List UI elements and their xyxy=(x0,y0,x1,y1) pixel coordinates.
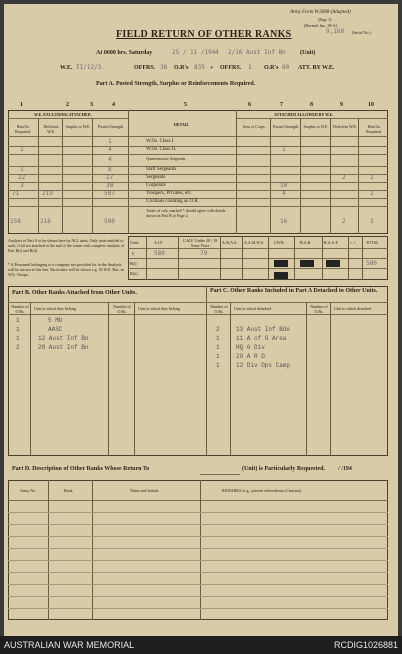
analysis-header: CIVIL xyxy=(274,240,285,245)
footer-right: RCDIG1026881 xyxy=(333,640,398,650)
part-b-header: Unit to which they belong xyxy=(138,306,180,311)
part-c-header: Number of O.Rs. xyxy=(210,304,228,314)
part-d-header: Name and Initials. xyxy=(130,488,160,493)
analysis-row-label: B(i) xyxy=(130,261,137,266)
part-c-num: 1 xyxy=(216,353,220,360)
analysis-header: A.W.A.S. xyxy=(222,240,238,245)
col-number: 10 xyxy=(368,102,374,108)
part-d-unit-label: (Unit) is Particularly Requested. xyxy=(242,466,325,472)
unit-value: 2/16 Aust Inf Bn xyxy=(228,49,286,56)
part-b-unit: 28 Aust Inf Bn xyxy=(38,344,89,351)
cell: 158 xyxy=(10,218,21,225)
cell: 2 xyxy=(370,174,374,181)
col-number: 2 xyxy=(66,102,69,108)
cell: 507 xyxy=(104,190,115,197)
form-revised: (Revised Jan., 38-A) xyxy=(304,23,338,28)
detail-label: W.Os. Class II. xyxy=(146,147,177,152)
part-bc-table xyxy=(8,286,388,456)
form-page-label: (Page 1) xyxy=(318,17,332,22)
col-number: 7 xyxy=(280,102,283,108)
serial-value: 9,168 xyxy=(326,28,345,35)
left-col-header: Rein'fts Required. xyxy=(15,124,31,134)
part-c-unit: 20 A R D xyxy=(236,353,265,360)
part-c-num: 1 xyxy=(216,344,220,351)
col-number: 6 xyxy=(248,102,251,108)
analysis-header: TOTAL xyxy=(366,240,379,245)
part-d-header: REMARKS (e.g., present whereabouts if known). xyxy=(222,488,302,493)
cell: 3 xyxy=(20,182,24,189)
part-c-header: Number of O.Rs. xyxy=(310,304,328,314)
part-b-unit: 12 Aust Inf Bn xyxy=(38,335,89,342)
part-d-unit-blank xyxy=(200,474,240,475)
part-b-header: Unit to which they belong xyxy=(34,306,76,311)
cell: 4 xyxy=(108,146,112,153)
col-number: 9 xyxy=(340,102,343,108)
analysis-header: × × xyxy=(350,240,356,245)
col-number: 8 xyxy=(310,102,313,108)
part-d-date-tail: / /194 xyxy=(338,466,352,472)
cell: 2 xyxy=(370,218,374,225)
part-c-num: 1 xyxy=(216,362,220,369)
serial-label: (Serial No.) xyxy=(352,30,371,35)
cell: 2 xyxy=(342,218,346,225)
part-d-title: Part D. Description of Other Ranks Whose Return To xyxy=(12,466,150,472)
part-d-header: Rank. xyxy=(64,488,74,493)
analysis-header: A.I.F. xyxy=(154,240,164,245)
footer-left: AUSTRALIAN WAR MEMORIAL xyxy=(4,640,135,650)
ors2-value: 60 xyxy=(282,64,290,71)
part-c-header: Unit to which detached xyxy=(334,306,372,311)
ors-label: O.R's xyxy=(174,65,189,71)
cell: 1 xyxy=(20,146,24,153)
analysis-header: Units xyxy=(130,240,139,245)
detail-label: Civilians counting as O.R. xyxy=(146,199,199,204)
cell: 16 xyxy=(280,218,288,225)
detail-label: Troopers, Privates, etc. xyxy=(146,191,193,196)
right-col-header: Deficient W.E. xyxy=(333,124,357,129)
cell: 27 xyxy=(106,174,114,181)
date-value: 25 / 11 /194 xyxy=(172,49,216,56)
left-col-header: Surplus to W.E. xyxy=(65,124,91,129)
redaction-block xyxy=(274,272,288,279)
part-c-unit: 12 Div Ops Camp xyxy=(236,362,291,369)
analysis-note-2: * A Personnel belonging to a company not provided for in the Analysis will be shown in this line. Particulars will be shown e.g. 30 W.E. Bns. in W.E. Troops. xyxy=(8,262,124,277)
offrs-value: 38 xyxy=(160,64,168,71)
col-number: 4 xyxy=(112,102,115,108)
analysis-note: Analysis of Part A to be shown here by ALL units. Only units entitled to such, if all are attached at the end of the return with complete analysis of Part B(i) and B(ii). xyxy=(8,238,125,253)
we-value: II/12/3. xyxy=(76,64,105,71)
right-col-header: Posted Strength. xyxy=(272,124,300,129)
cell: 219 xyxy=(42,190,53,197)
unit-label: (Unit) xyxy=(300,50,316,56)
analysis-row-label: B(ii) xyxy=(130,271,138,276)
form-number: Army Form W.3008 (Adapted) xyxy=(290,10,351,15)
cell: 1 xyxy=(108,138,112,145)
ors-value: 835 xyxy=(194,64,205,71)
offrs-label: OFFRS. xyxy=(134,65,156,71)
cell: 1 xyxy=(20,166,24,173)
right-col-header: Arm or Corps. xyxy=(242,124,266,129)
part-c-num: 2 xyxy=(216,326,220,333)
part-b-num: 2 xyxy=(16,344,20,351)
detail-label: Quartermaster Sergeants xyxy=(146,156,186,161)
analysis-aif-value: 580 xyxy=(154,250,165,257)
detail-label: W.Os. Class I. xyxy=(146,139,175,144)
detail-header: DETAIL xyxy=(174,122,190,127)
cell: 4 xyxy=(108,156,112,163)
col-number: 3 xyxy=(90,102,93,108)
we-excl-header: W.E. EXCLUDING ATTACHED. xyxy=(34,112,92,117)
at-label: At 0600 hrs. Saturday xyxy=(96,50,153,56)
cell: 1 xyxy=(282,146,286,153)
part-c-num: 1 xyxy=(216,335,220,342)
cell: 71 xyxy=(12,190,20,197)
analysis-total-value: 580 xyxy=(366,260,377,267)
left-col-header: Deficient W.E. xyxy=(43,124,59,134)
part-c-unit: 11 A of G Area xyxy=(236,335,287,342)
cell: 2 xyxy=(370,190,374,197)
cell: 30 xyxy=(106,182,114,189)
att-label: ATT. BY W.E. xyxy=(298,65,335,71)
part-c-title: Part C. Other Ranks Included in Part A Detached to Other Units. xyxy=(210,288,378,294)
part-d-header: Army No. xyxy=(20,488,37,493)
right-col-header: Surplus to W.E. xyxy=(303,124,329,129)
part-c-unit: 13 Aust Inf Bde xyxy=(236,326,291,333)
part-a-title: Part A. Posted Strength, Surplus or Reinforcements Required. xyxy=(96,81,256,87)
part-b-header: Number of O.Rs. xyxy=(113,304,131,314)
analysis-header: A.A.M.W.S. xyxy=(244,240,264,245)
left-col-header: Posted Strength. xyxy=(97,124,125,129)
analysis-row-label: § xyxy=(132,251,134,256)
redaction-block xyxy=(326,260,340,267)
analysis-header: B.A.R. xyxy=(300,240,312,245)
part-b-num: 1 xyxy=(16,326,20,333)
part-b-unit: AASC xyxy=(48,326,63,333)
redaction-block xyxy=(300,260,314,267)
cell: 216 xyxy=(40,218,51,225)
cell: 580 xyxy=(104,218,115,225)
cell: 10 xyxy=(280,182,288,189)
offrs2-value: 1 xyxy=(248,64,252,71)
page-title: FIELD RETURN OF OTHER RANKS xyxy=(116,29,292,40)
ors2-label: O.R's xyxy=(264,65,279,71)
offrs2-label: OFFRS. xyxy=(220,65,242,71)
part-d-table xyxy=(8,480,388,620)
year-value: 4 xyxy=(215,49,219,56)
redaction-block xyxy=(274,260,288,267)
part-b-num: 1 xyxy=(16,335,20,342)
we-label: W.E. xyxy=(60,65,73,71)
cell: 2 xyxy=(342,174,346,181)
analysis-header: C.M.F. Under 20 / 18 Years Years xyxy=(182,238,218,248)
part-b-title: Part B. Other Ranks Attached from Other Units. xyxy=(12,290,137,296)
cell: 22 xyxy=(18,174,26,181)
right-col-header: Rein'fts Required. xyxy=(366,124,382,134)
archive-footer xyxy=(0,636,402,654)
analysis-header: R.A.A.F. xyxy=(324,240,339,245)
detail-label: Corporals xyxy=(146,183,166,188)
col-number: 1 xyxy=(20,102,23,108)
part-c-unit: HQ 6 Div xyxy=(236,344,265,351)
col-number: 5 xyxy=(184,102,187,108)
detail-label: Totals of cols. marked * should agree with details shown in Part B or Page 2 xyxy=(146,208,226,218)
plus-sign: + xyxy=(210,65,214,71)
analysis-cmf-value: 79 xyxy=(200,250,208,257)
detail-label: Staff Sergeants xyxy=(146,167,177,172)
part-b-num: 1 xyxy=(16,317,20,324)
detail-label: Sergeants xyxy=(146,175,166,180)
part-c-header: Unit to which detached xyxy=(234,306,272,311)
form-page xyxy=(4,4,398,636)
part-b-unit: 5 MU xyxy=(48,317,63,324)
cell: 4 xyxy=(282,190,286,197)
att-allowed-header: ATTACHED ALLOWED BY W.E. xyxy=(274,112,334,117)
part-b-header: Number of O.Rs. xyxy=(11,304,29,314)
cell: 8 xyxy=(108,166,112,173)
